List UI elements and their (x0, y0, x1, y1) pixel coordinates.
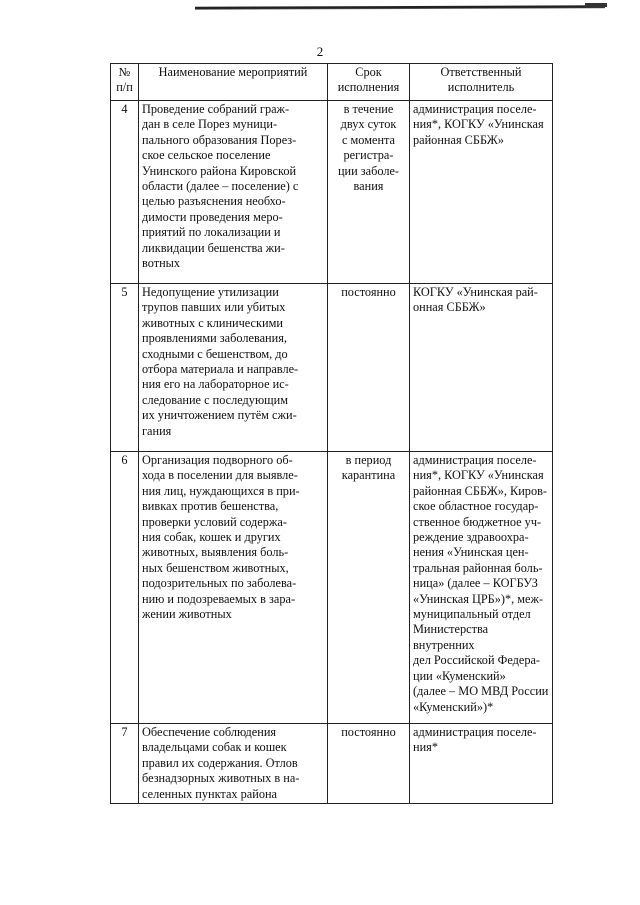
row-activity: Организация подворного об- хода в поселении для выявле- ния лиц, нуждающихся в при- вивках против бешенства, проверки условий содержа- ния собак, кошек и других животных, выявления боль- ных бешенством животных, подозрительных по заболева- нию и подозреваемых в зара- жении животных (139, 452, 328, 724)
row-number: 5 (111, 284, 139, 452)
row-number: 4 (111, 101, 139, 284)
row-activity: Обеспечение соблюдения владельцами собак и кошек правил их содержания. Отлов безнадзорных животных в на- селенных пунктах района (139, 724, 328, 804)
measures-table (110, 63, 553, 804)
row-deadline: постоянно (328, 284, 410, 452)
row-number: 7 (111, 724, 139, 804)
header-number: № п/п (111, 64, 139, 101)
table-row (111, 724, 553, 804)
header-responsible: Ответственный исполнитель (410, 64, 553, 101)
header-deadline: Срок исполнения (328, 64, 410, 101)
row-deadline: в период карантина (328, 452, 410, 724)
row-activity: Недопущение утилизации трупов павших или убитых животных с клиническими проявлениями заболевания, сходными с бешенством, до отбора материала и направле- ния его на лабораторное ис- следование с последующим их уничтожением путём сжи- гания (139, 284, 328, 452)
page-number: 2 (316, 44, 324, 59)
row-activity: Проведение собраний граж- дан в селе Порез муници- пального образования Порез- ское сельское поселение Унинского района Кировской области (далее – поселение) с целью разъяснения необхо- димости проведения меро- приятий по локализации и ликвидации бешенства жи- вотных (139, 101, 328, 284)
row-deadline: в течение двух суток с момента регистра- ции заболе- вания (328, 101, 410, 284)
header-activity: Наименование мероприятий (139, 64, 328, 101)
top-border-line-end (585, 3, 607, 7)
top-border-line (195, 5, 605, 9)
table-header-row (111, 64, 553, 101)
row-responsible: администрация поселе- ния* (410, 724, 553, 804)
row-number: 6 (111, 452, 139, 724)
table-row (111, 101, 553, 284)
row-responsible: администрация поселе- ния*, КОГКУ «Унинская районная СББЖ», Киров- ское областное государ- ственное бюджетное уч- реждение здравоохра- нения «Унинская цен- тральная районная боль- ница» (далее – КОГБУЗ «Унинская ЦРБ»)*, меж- муниципальный отдел Министерства внутренних дел Российской Федера- ции «Куменский» (далее – МО МВД России «Куменский»)* (410, 452, 553, 724)
table-row (111, 452, 553, 724)
table-row (111, 284, 553, 452)
row-responsible: администрация поселе- ния*, КОГКУ «Унинская районная СББЖ» (410, 101, 553, 284)
row-deadline: постоянно (328, 724, 410, 804)
row-responsible: КОГКУ «Унинская рай- онная СББЖ» (410, 284, 553, 452)
